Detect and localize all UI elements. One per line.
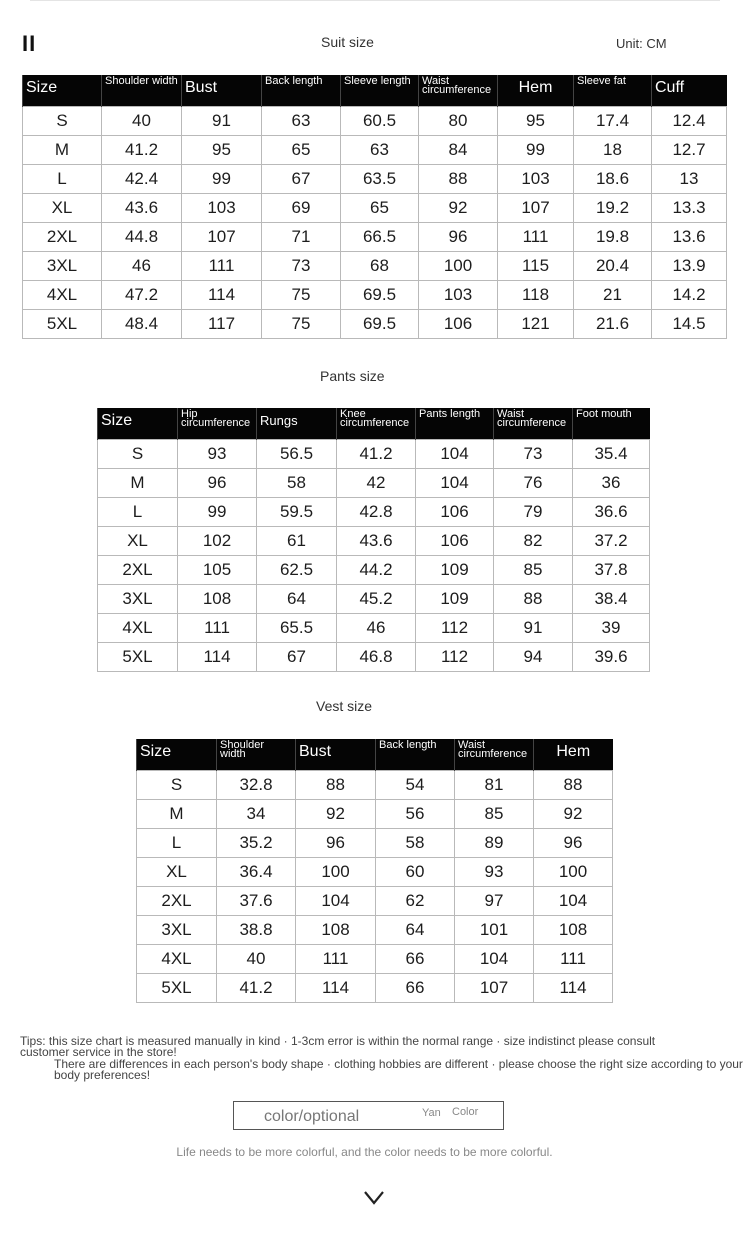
pants-value-cell: 106: [416, 527, 494, 556]
suit-value-cell: 21.6: [574, 310, 652, 339]
pants-table-row: [98, 585, 650, 614]
vest-table-row: [137, 829, 613, 858]
top-divider: [30, 0, 720, 1]
pants-size-cell: 4XL: [98, 614, 178, 643]
tips-line-2: There are differences in each person's body shape · clothing hobbies are different · please choose the right size according to your body preferences!: [54, 1057, 743, 1082]
vest-value-cell: 96: [296, 829, 376, 858]
suit-value-cell: 19.8: [574, 223, 652, 252]
slogan-text: Life needs to be more colorful, and the color needs to be more colorful.: [176, 1145, 553, 1159]
vest-value-cell: 92: [534, 800, 613, 829]
pants-value-cell: 111: [178, 614, 257, 643]
pants-col-waist: Waist circumference: [494, 408, 573, 440]
pants-size-cell: XL: [98, 527, 178, 556]
vest-value-cell: 108: [534, 916, 613, 945]
suit-size-cell: S: [23, 107, 102, 136]
suit-value-cell: 92: [419, 194, 498, 223]
vest-size-cell: M: [137, 800, 217, 829]
vest-value-cell: 35.2: [217, 829, 296, 858]
pants-value-cell: 46: [337, 614, 416, 643]
suit-value-cell: 91: [182, 107, 262, 136]
pants-value-cell: 38.4: [573, 585, 650, 614]
vest-value-cell: 111: [534, 945, 613, 974]
vest-value-cell: 104: [455, 945, 534, 974]
suit-table-row: [23, 136, 727, 165]
suit-value-cell: 63.5: [341, 165, 419, 194]
suit-value-cell: 103: [182, 194, 262, 223]
vest-value-cell: 92: [296, 800, 376, 829]
pants-value-cell: 44.2: [337, 556, 416, 585]
pants-col-hip: Hip circumference: [178, 408, 257, 440]
pants-value-cell: 106: [416, 498, 494, 527]
suit-value-cell: 121: [498, 310, 574, 339]
vest-value-cell: 81: [455, 771, 534, 800]
vest-col-size: Size: [137, 739, 217, 771]
vest-value-cell: 108: [296, 916, 376, 945]
pants-value-cell: 85: [494, 556, 573, 585]
vest-value-cell: 32.8: [217, 771, 296, 800]
vest-value-cell: 107: [455, 974, 534, 1003]
pants-col-size: Size: [98, 408, 178, 440]
vest-value-cell: 96: [534, 829, 613, 858]
vest-value-cell: 88: [534, 771, 613, 800]
suit-value-cell: 13.9: [652, 252, 727, 281]
color-option-box[interactable]: [233, 1101, 504, 1130]
suit-size-cell: 3XL: [23, 252, 102, 281]
suit-value-cell: 12.7: [652, 136, 727, 165]
vest-col-back-length: Back length: [376, 739, 455, 771]
pants-value-cell: 61: [257, 527, 337, 556]
suit-value-cell: 69.5: [341, 281, 419, 310]
pants-size-cell: 5XL: [98, 643, 178, 672]
pants-value-cell: 42: [337, 469, 416, 498]
vest-value-cell: 66: [376, 974, 455, 1003]
pants-value-cell: 46.8: [337, 643, 416, 672]
suit-size-cell: M: [23, 136, 102, 165]
vest-table-row: [137, 800, 613, 829]
vest-col-shoulder: Shoulder width: [217, 739, 296, 771]
vest-table-row: [137, 916, 613, 945]
suit-value-cell: 117: [182, 310, 262, 339]
pants-value-cell: 62.5: [257, 556, 337, 585]
suit-col-waist: Waist circumference: [419, 75, 498, 107]
vest-value-cell: 64: [376, 916, 455, 945]
suit-value-cell: 18.6: [574, 165, 652, 194]
pants-value-cell: 91: [494, 614, 573, 643]
vest-table-row: [137, 887, 613, 916]
vest-value-cell: 104: [534, 887, 613, 916]
suit-value-cell: 21: [574, 281, 652, 310]
pants-value-cell: 39.6: [573, 643, 650, 672]
vest-value-cell: 114: [296, 974, 376, 1003]
pants-col-rungs: Rungs: [257, 408, 337, 440]
pants-table-row: [98, 469, 650, 498]
vest-col-bust: Bust: [296, 739, 376, 771]
pants-value-cell: 76: [494, 469, 573, 498]
suit-col-sleeve-length: Sleeve length: [341, 75, 419, 107]
suit-value-cell: 69: [262, 194, 341, 223]
suit-size-cell: L: [23, 165, 102, 194]
vest-col-hem: Hem: [534, 739, 613, 771]
suit-value-cell: 69.5: [341, 310, 419, 339]
suit-value-cell: 103: [419, 281, 498, 310]
suit-value-cell: 19.2: [574, 194, 652, 223]
suit-value-cell: 100: [419, 252, 498, 281]
suit-value-cell: 13: [652, 165, 727, 194]
vest-size-cell: XL: [137, 858, 217, 887]
pants-table-row: [98, 643, 650, 672]
suit-value-cell: 18: [574, 136, 652, 165]
vest-value-cell: 93: [455, 858, 534, 887]
suit-value-cell: 47.2: [102, 281, 182, 310]
vest-table-row: [137, 945, 613, 974]
pants-value-cell: 104: [416, 469, 494, 498]
vest-value-cell: 41.2: [217, 974, 296, 1003]
pants-value-cell: 64: [257, 585, 337, 614]
suit-size-title: Suit size: [321, 34, 374, 50]
suit-value-cell: 43.6: [102, 194, 182, 223]
pants-value-cell: 102: [178, 527, 257, 556]
suit-value-cell: 95: [182, 136, 262, 165]
suit-value-cell: 115: [498, 252, 574, 281]
suit-value-cell: 17.4: [574, 107, 652, 136]
tips-line-1: Tips: this size chart is measured manually in kind · 1-3cm error is within the normal range · size indistinct please consult customer service in the store!: [20, 1034, 656, 1059]
suit-value-cell: 20.4: [574, 252, 652, 281]
pants-value-cell: 73: [494, 440, 573, 469]
vest-value-cell: 66: [376, 945, 455, 974]
suit-value-cell: 66.5: [341, 223, 419, 252]
suit-value-cell: 40: [102, 107, 182, 136]
vest-value-cell: 62: [376, 887, 455, 916]
pants-value-cell: 93: [178, 440, 257, 469]
vest-col-waist: Waist circumference: [455, 739, 534, 771]
pants-table-row: [98, 498, 650, 527]
vest-value-cell: 88: [296, 771, 376, 800]
suit-col-bust: Bust: [182, 75, 262, 107]
suit-value-cell: 63: [341, 136, 419, 165]
suit-value-cell: 41.2: [102, 136, 182, 165]
suit-value-cell: 96: [419, 223, 498, 252]
pants-value-cell: 112: [416, 614, 494, 643]
vest-table-row: [137, 858, 613, 887]
suit-value-cell: 63: [262, 107, 341, 136]
vest-size-cell: L: [137, 829, 217, 858]
suit-size-cell: XL: [23, 194, 102, 223]
suit-table-row: [23, 281, 727, 310]
suit-col-cuff: Cuff: [652, 75, 727, 107]
suit-value-cell: 103: [498, 165, 574, 194]
vest-value-cell: 40: [217, 945, 296, 974]
pants-value-cell: 59.5: [257, 498, 337, 527]
suit-value-cell: 114: [182, 281, 262, 310]
pants-value-cell: 35.4: [573, 440, 650, 469]
suit-value-cell: 14.5: [652, 310, 727, 339]
pants-value-cell: 94: [494, 643, 573, 672]
vest-value-cell: 100: [296, 858, 376, 887]
vest-value-cell: 56: [376, 800, 455, 829]
suit-table-row: [23, 310, 727, 339]
suit-size-cell: 4XL: [23, 281, 102, 310]
pants-col-foot-mouth: Foot mouth: [573, 408, 650, 440]
suit-col-back-length: Back length: [262, 75, 341, 107]
suit-value-cell: 111: [498, 223, 574, 252]
suit-value-cell: 99: [182, 165, 262, 194]
vest-value-cell: 97: [455, 887, 534, 916]
suit-value-cell: 73: [262, 252, 341, 281]
suit-value-cell: 67: [262, 165, 341, 194]
suit-value-cell: 95: [498, 107, 574, 136]
vest-size-cell: 2XL: [137, 887, 217, 916]
pants-value-cell: 96: [178, 469, 257, 498]
suit-value-cell: 107: [498, 194, 574, 223]
pants-size-table: [97, 408, 650, 672]
suit-value-cell: 107: [182, 223, 262, 252]
suit-value-cell: 111: [182, 252, 262, 281]
vest-size-cell: 3XL: [137, 916, 217, 945]
suit-value-cell: 88: [419, 165, 498, 194]
pants-value-cell: 45.2: [337, 585, 416, 614]
suit-value-cell: 46: [102, 252, 182, 281]
pants-value-cell: 37.2: [573, 527, 650, 556]
suit-value-cell: 12.4: [652, 107, 727, 136]
vest-size-cell: 4XL: [137, 945, 217, 974]
pants-value-cell: 114: [178, 643, 257, 672]
vest-value-cell: 104: [296, 887, 376, 916]
pants-size-title: Pants size: [320, 368, 385, 384]
pants-size-cell: 3XL: [98, 585, 178, 614]
vest-value-cell: 111: [296, 945, 376, 974]
suit-value-cell: 68: [341, 252, 419, 281]
pants-size-cell: 2XL: [98, 556, 178, 585]
suit-value-cell: 75: [262, 281, 341, 310]
color-optional-label: color/optional: [264, 1108, 360, 1125]
vest-value-cell: 60: [376, 858, 455, 887]
suit-value-cell: 44.8: [102, 223, 182, 252]
suit-table-row: [23, 107, 727, 136]
color-yan-label: Yan: [422, 1107, 441, 1119]
vest-size-table: [136, 739, 613, 1003]
suit-value-cell: 65: [341, 194, 419, 223]
suit-value-cell: 75: [262, 310, 341, 339]
vest-value-cell: 37.6: [217, 887, 296, 916]
vest-value-cell: 34: [217, 800, 296, 829]
unit-label: Unit: CM: [616, 36, 667, 51]
pants-value-cell: 109: [416, 556, 494, 585]
pants-value-cell: 42.8: [337, 498, 416, 527]
suit-value-cell: 14.2: [652, 281, 727, 310]
color-color-label: Color: [452, 1106, 479, 1118]
pants-size-cell: M: [98, 469, 178, 498]
vest-value-cell: 54: [376, 771, 455, 800]
vest-value-cell: 101: [455, 916, 534, 945]
pause-mark-icon: II: [22, 31, 37, 56]
pants-value-cell: 82: [494, 527, 573, 556]
pants-value-cell: 37.8: [573, 556, 650, 585]
pants-table-row: [98, 556, 650, 585]
vest-size-cell: 5XL: [137, 974, 217, 1003]
pants-size-cell: S: [98, 440, 178, 469]
pants-value-cell: 79: [494, 498, 573, 527]
suit-col-sleeve-fat: Sleeve fat: [574, 75, 652, 107]
suit-col-shoulder: Shoulder width: [102, 75, 182, 107]
pants-value-cell: 65.5: [257, 614, 337, 643]
pants-col-length: Pants length: [416, 408, 494, 440]
pants-value-cell: 108: [178, 585, 257, 614]
suit-value-cell: 71: [262, 223, 341, 252]
suit-value-cell: 84: [419, 136, 498, 165]
pants-value-cell: 112: [416, 643, 494, 672]
pants-value-cell: 88: [494, 585, 573, 614]
suit-value-cell: 118: [498, 281, 574, 310]
vest-value-cell: 38.8: [217, 916, 296, 945]
pants-size-cell: L: [98, 498, 178, 527]
pants-table-row: [98, 614, 650, 643]
suit-size-table: [22, 75, 727, 339]
suit-header-row: [23, 75, 727, 107]
pants-value-cell: 36.6: [573, 498, 650, 527]
suit-value-cell: 106: [419, 310, 498, 339]
suit-size-cell: 2XL: [23, 223, 102, 252]
pants-header-row: [98, 408, 650, 440]
vest-value-cell: 36.4: [217, 858, 296, 887]
vest-value-cell: 58: [376, 829, 455, 858]
suit-table-row: [23, 252, 727, 281]
pants-value-cell: 36: [573, 469, 650, 498]
pants-table-row: [98, 440, 650, 469]
pants-value-cell: 109: [416, 585, 494, 614]
suit-table-row: [23, 223, 727, 252]
vest-table-row: [137, 771, 613, 800]
pants-value-cell: 104: [416, 440, 494, 469]
suit-table-row: [23, 194, 727, 223]
vest-value-cell: 89: [455, 829, 534, 858]
pants-value-cell: 56.5: [257, 440, 337, 469]
suit-col-size: Size: [23, 75, 102, 107]
suit-value-cell: 42.4: [102, 165, 182, 194]
suit-size-cell: 5XL: [23, 310, 102, 339]
pants-value-cell: 105: [178, 556, 257, 585]
pants-value-cell: 99: [178, 498, 257, 527]
vest-value-cell: 85: [455, 800, 534, 829]
pants-value-cell: 43.6: [337, 527, 416, 556]
suit-value-cell: 80: [419, 107, 498, 136]
suit-value-cell: 48.4: [102, 310, 182, 339]
vest-table-row: [137, 974, 613, 1003]
vest-header-row: [137, 739, 613, 771]
suit-value-cell: 60.5: [341, 107, 419, 136]
pants-value-cell: 67: [257, 643, 337, 672]
pants-col-knee: Knee circumference: [337, 408, 416, 440]
suit-value-cell: 13.6: [652, 223, 727, 252]
pants-value-cell: 41.2: [337, 440, 416, 469]
suit-table-row: [23, 165, 727, 194]
vest-value-cell: 100: [534, 858, 613, 887]
pants-table-row: [98, 527, 650, 556]
vest-size-cell: S: [137, 771, 217, 800]
suit-value-cell: 13.3: [652, 194, 727, 223]
pants-value-cell: 58: [257, 469, 337, 498]
suit-col-hem: Hem: [498, 75, 574, 107]
suit-value-cell: 65: [262, 136, 341, 165]
vest-size-title: Vest size: [316, 698, 373, 714]
vest-value-cell: 114: [534, 974, 613, 1003]
suit-value-cell: 99: [498, 136, 574, 165]
pants-value-cell: 39: [573, 614, 650, 643]
chevron-down-icon: [363, 1190, 385, 1211]
